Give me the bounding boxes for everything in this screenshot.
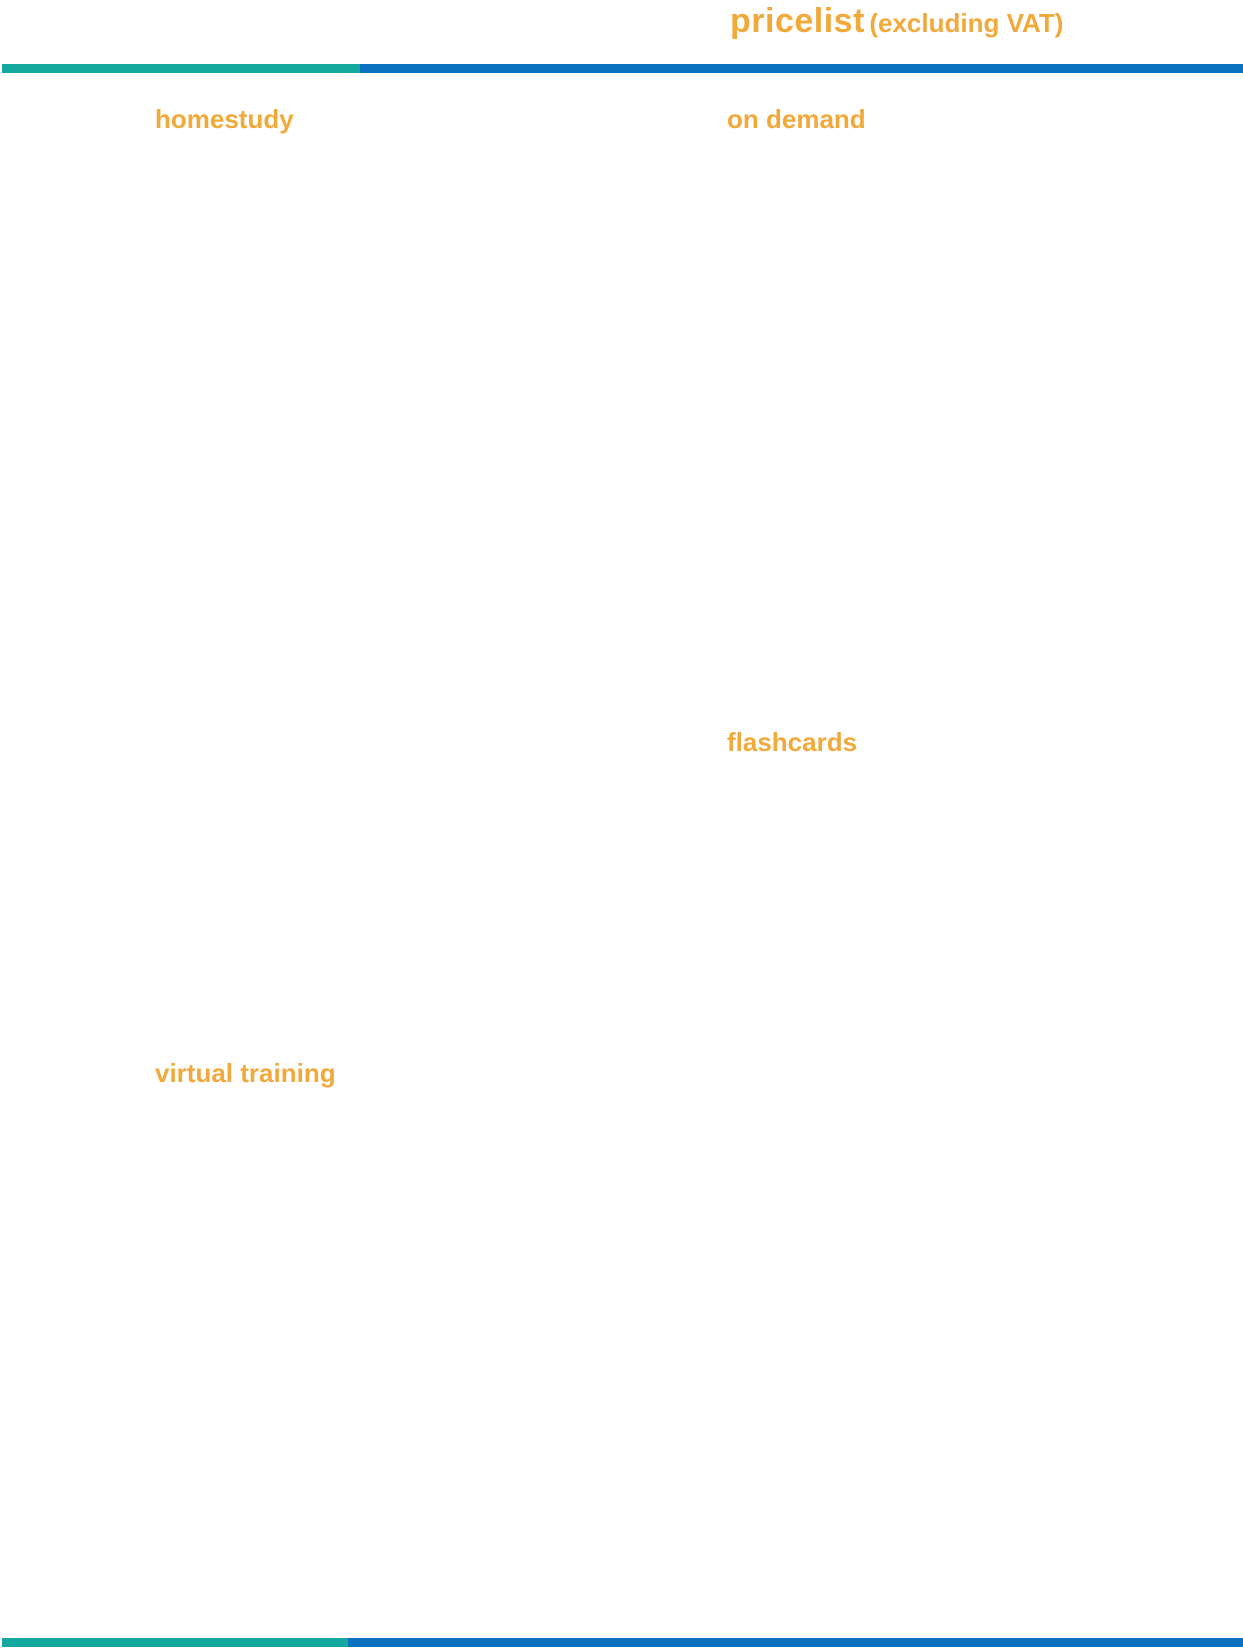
bottom-divider-teal-segment xyxy=(2,1638,348,1647)
page-title-main: pricelist xyxy=(730,2,865,40)
bottom-divider-blue-segment xyxy=(348,1638,1243,1647)
page-title xyxy=(730,0,1063,50)
section-heading-virtual-training: virtual training xyxy=(155,1058,336,1088)
top-divider-blue-segment xyxy=(360,64,1243,73)
page-title-subtitle: (excluding VAT) xyxy=(869,8,1064,38)
section-heading-homestudy: homestudy xyxy=(155,104,294,134)
bottom-divider xyxy=(2,1638,1243,1647)
top-divider xyxy=(2,64,1243,73)
top-divider-teal-segment xyxy=(2,64,360,73)
section-heading-on-demand: on demand xyxy=(727,104,866,134)
section-heading-flashcards: flashcards xyxy=(727,727,858,757)
